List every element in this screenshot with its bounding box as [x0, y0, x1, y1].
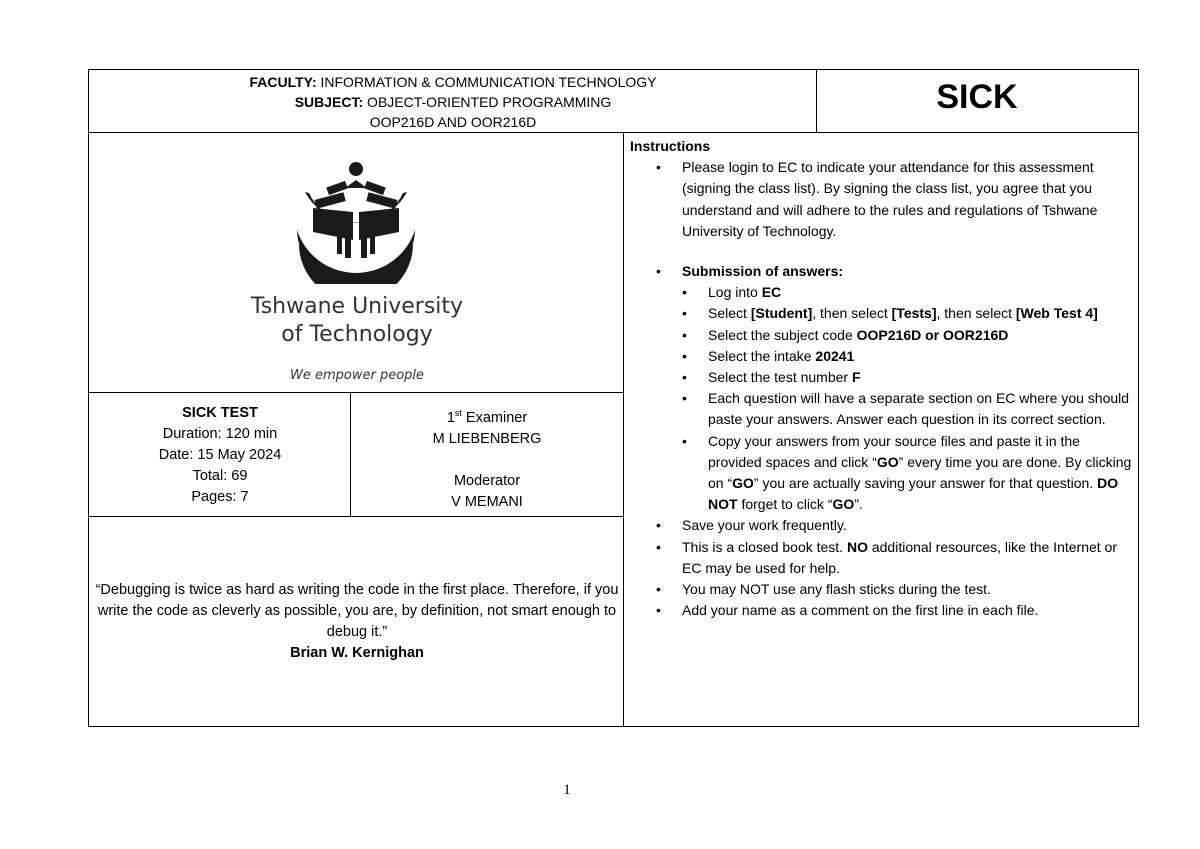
- list-item: [630, 261, 1135, 282]
- instructions-title: Instructions: [630, 138, 711, 154]
- step6-text: Each question will have a separate section on EC where you should paste your answers. Answer each question in its correct section.: [708, 390, 1130, 428]
- step2-b: [Student]: [750, 305, 813, 322]
- test-duration: Duration: 120 min: [162, 426, 278, 442]
- step7-c: ” every time you are done. By clicking on “: [708, 453, 1132, 492]
- step7-f: DO NOT: [708, 475, 1119, 513]
- step5-a: Select the test number: [708, 369, 852, 386]
- list-item: [630, 303, 1135, 324]
- list-item: [630, 600, 1135, 621]
- moderator-label: Moderator: [453, 472, 521, 489]
- first-examiner-suffix: Examiner: [461, 409, 528, 426]
- step7-d: GO: [732, 475, 754, 492]
- instructions-list: [630, 157, 1135, 621]
- list-item: [630, 579, 1135, 600]
- header-column-divider: [816, 69, 817, 133]
- step4-b: 20241: [815, 347, 855, 364]
- quote-block: [92, 580, 622, 664]
- faculty-value: INFORMATION & COMMUNICATION TECHNOLOGY: [316, 74, 657, 90]
- step7-i: ”.: [854, 496, 863, 513]
- step1-a: Log into: [708, 284, 762, 301]
- logo-divider: [88, 392, 624, 393]
- step2-e: , then select: [936, 305, 1016, 322]
- step2-f: [Web Test 4]: [1015, 305, 1098, 322]
- quote-author: Brian W. Kernighan: [290, 645, 424, 661]
- body-column-divider: [623, 132, 624, 727]
- moderator-name: V MEMANI: [451, 493, 523, 510]
- step2-a: Select: [708, 305, 751, 322]
- first-examiner-name: M LIEBENBERG: [432, 430, 542, 447]
- step4-a: Select the intake: [708, 347, 816, 364]
- list-item: [630, 537, 1135, 579]
- step1-b: EC: [761, 284, 782, 301]
- flash-text: You may NOT use any flash sticks during the test.: [682, 581, 991, 598]
- list-item: [630, 515, 1135, 536]
- university-tagline: We empower people: [289, 368, 425, 383]
- step5-b: F: [851, 369, 861, 386]
- subject-value: OBJECT-ORIENTED PROGRAMMING: [363, 94, 612, 110]
- quote-text: “Debugging is twice as hard as writing the code in the first place. Therefore, if you write the code as cleverly as possible, you are, by definition, not smart enough to debug it.”: [95, 582, 619, 640]
- list-item: [630, 282, 1135, 303]
- faculty-line: [90, 72, 816, 92]
- list-item: [630, 367, 1135, 388]
- step7-a: Copy your answers from your source files and paste it in the provided spaces and click “: [708, 432, 1080, 470]
- step7-g: forget to click “: [737, 496, 833, 513]
- list-item: [630, 157, 1135, 242]
- test-total: Total: 69: [192, 468, 248, 484]
- closed-a: This is a closed book test.: [682, 538, 847, 555]
- list-item: [630, 325, 1135, 346]
- step2-c: , then select: [812, 305, 892, 322]
- instructions-panel: [630, 136, 1135, 621]
- info-divider: [88, 516, 624, 517]
- header-block: [90, 72, 816, 132]
- faculty-label: FACULTY:: [249, 74, 317, 90]
- step3-b: OOP216D or OOR216D: [856, 326, 1009, 343]
- save-text: Save your work frequently.: [682, 517, 847, 534]
- name-text: Add your name as a comment on the first line in each file.: [682, 602, 1039, 619]
- test-pages: Pages: 7: [191, 489, 249, 505]
- header-divider: [88, 132, 1139, 133]
- page-number: 1: [563, 782, 571, 798]
- first-examiner-label: [352, 403, 622, 429]
- step7-h: GO: [832, 496, 855, 513]
- list-item: [630, 431, 1135, 516]
- subject-label: SUBJECT:: [294, 94, 364, 110]
- list-gap: [630, 242, 1135, 261]
- subject-codes: OOP216D AND OOR216D: [369, 114, 537, 130]
- list-item: [630, 346, 1135, 367]
- step2-d: [Tests]: [891, 305, 937, 322]
- submission-title: Submission of answers:: [682, 263, 844, 280]
- first-examiner-sup: st: [454, 408, 462, 418]
- info-column-divider: [350, 392, 351, 517]
- first-examiner-prefix: 1: [446, 409, 455, 426]
- step3-a: Select the subject code: [708, 326, 857, 343]
- list-item: [630, 388, 1135, 430]
- university-name-line1: Tshwane University: [250, 294, 464, 319]
- closed-b: NO: [846, 538, 868, 555]
- university-name-line2: of Technology: [281, 322, 433, 347]
- attendance-text: Please login to EC to indicate your attendance for this assessment (signing the class list). By signing the class list, you agree that you understand and will adhere to the rules and regulations of Tshwane University of Technology.: [682, 159, 1098, 239]
- status-label: SICK: [936, 78, 1018, 116]
- test-date: Date: 15 May 2024: [158, 447, 282, 463]
- university-logo-icon: [283, 160, 429, 284]
- test-info: [90, 403, 350, 508]
- step7-e: ” you are actually saving your answer for that question.: [753, 475, 1098, 492]
- closed-c: additional resources, like the Internet or EC may be used for help.: [682, 538, 1117, 576]
- spacer: [352, 450, 622, 471]
- step7-b: GO: [876, 453, 899, 470]
- examiners: [352, 403, 622, 513]
- test-title: SICK TEST: [182, 405, 258, 421]
- subject-line: [90, 92, 816, 112]
